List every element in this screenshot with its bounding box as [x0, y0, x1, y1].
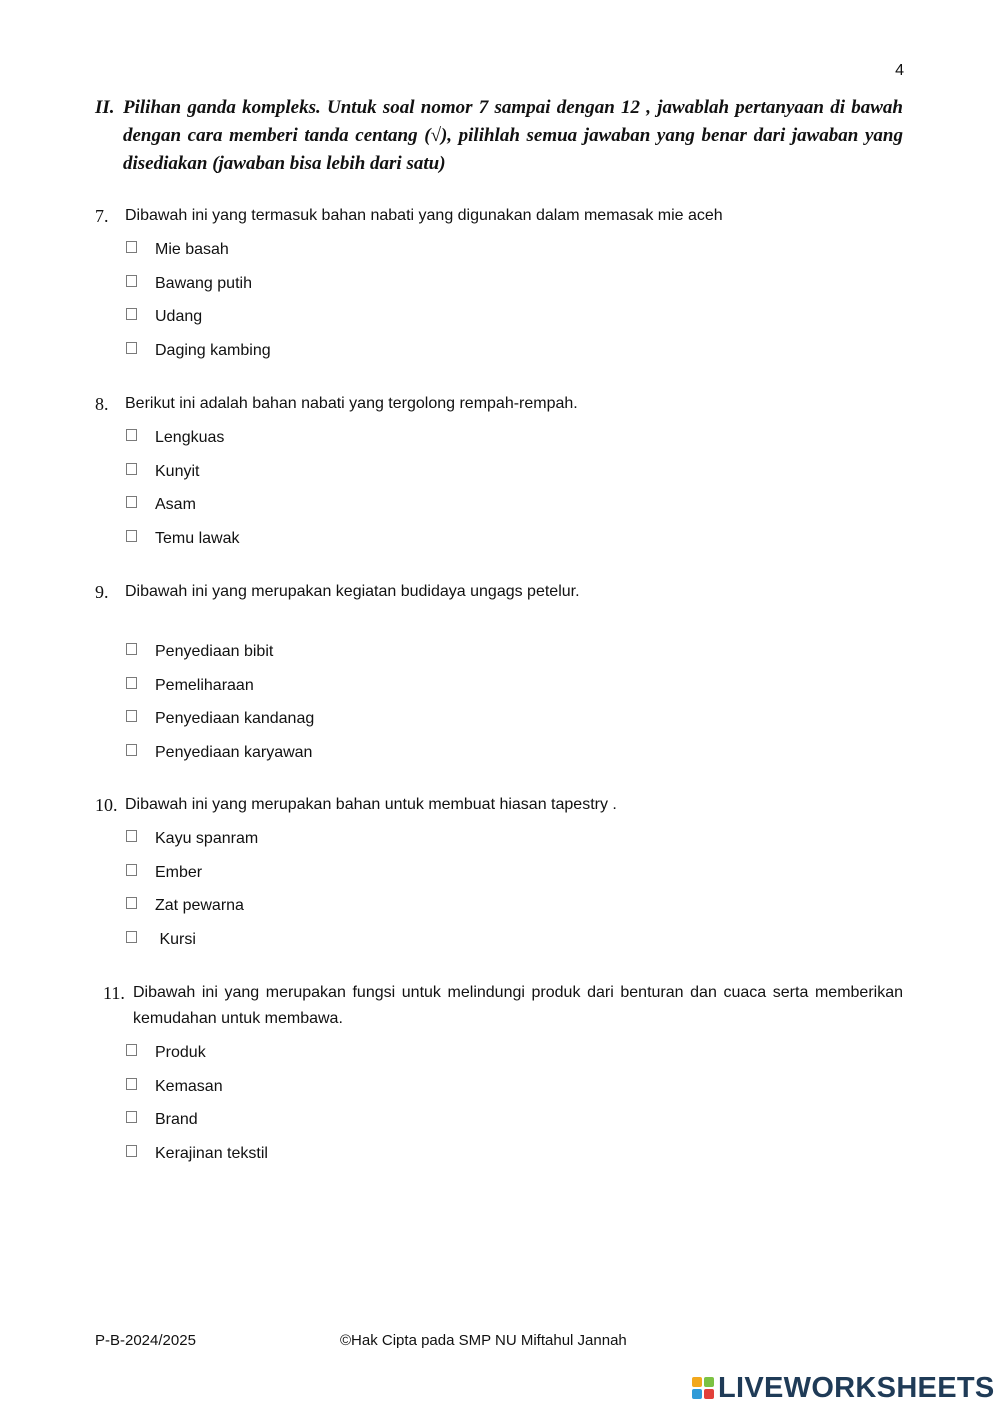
- question-number: 7.: [95, 206, 109, 226]
- option-item: [95, 1037, 903, 1071]
- checkbox[interactable]: [126, 710, 137, 722]
- option-label: Ember: [155, 863, 203, 881]
- checkbox[interactable]: [126, 530, 137, 542]
- option-label: Asam: [155, 496, 196, 514]
- option-label: Penyediaan kandanag: [155, 710, 315, 728]
- checkbox[interactable]: [126, 744, 137, 756]
- question-number: 11.: [103, 983, 125, 1003]
- checkbox[interactable]: [126, 429, 137, 441]
- checkbox[interactable]: [126, 308, 137, 320]
- checkbox[interactable]: [126, 677, 137, 689]
- question-number: 10.: [95, 795, 118, 815]
- question-number: 8.: [95, 394, 109, 414]
- question-9: [95, 579, 903, 771]
- option-label: Kayu spanram: [155, 830, 259, 847]
- option-item: [95, 1071, 903, 1105]
- option-label: Kursi: [155, 931, 196, 949]
- option-label: Kemasan: [155, 1077, 223, 1095]
- question-number: 9.: [95, 582, 109, 602]
- liveworksheets-brand[interactable]: [692, 1371, 995, 1405]
- liveworksheets-logo-icon: [692, 1377, 714, 1399]
- option-item: [95, 1138, 903, 1172]
- checkbox[interactable]: [126, 897, 137, 909]
- option-item: [95, 335, 903, 369]
- logo-square: [704, 1389, 714, 1399]
- option-label: Daging kambing: [155, 342, 271, 360]
- checkbox[interactable]: [126, 1078, 137, 1090]
- footer-copyright: ©Hak Cipta pada SMP NU Miftahul Jannah: [340, 1332, 627, 1349]
- option-label: Penyediaan karyawan: [155, 744, 313, 762]
- option-item: [95, 737, 903, 771]
- checkbox[interactable]: [126, 830, 137, 842]
- option-item: [95, 857, 903, 891]
- logo-square: [692, 1377, 702, 1387]
- option-item: [95, 636, 903, 670]
- option-label: Kunyit: [155, 462, 200, 480]
- option-item: [95, 924, 903, 958]
- checkbox[interactable]: [126, 463, 137, 475]
- question-text: Dibawah ini yang merupakan fungsi untuk melindungi produk dari benturan dan cuaca serta memberikan kemudahan untuk membawa.: [133, 984, 903, 1027]
- option-label: Pemeliharaan: [155, 676, 254, 694]
- section-heading: [95, 94, 903, 178]
- checkbox[interactable]: [126, 342, 137, 354]
- question-text: Dibawah ini yang termasuk bahan nabati yang digunakan dalam memasak mie aceh: [125, 207, 723, 224]
- footer-code: P-B-2024/2025: [95, 1332, 196, 1349]
- option-label: Mie basah: [155, 241, 229, 258]
- option-label: Produk: [155, 1044, 206, 1061]
- option-item: [95, 670, 903, 704]
- question-text: Dibawah ini yang merupakan bahan untuk membuat hiasan tapestry .: [125, 796, 617, 813]
- section-numeral: II.: [95, 97, 115, 118]
- option-item: [95, 268, 903, 302]
- checkbox[interactable]: [126, 864, 137, 876]
- option-label: Brand: [155, 1111, 198, 1129]
- checkbox[interactable]: [126, 931, 137, 943]
- option-label: Kerajinan tekstil: [155, 1145, 268, 1163]
- page-number: 4: [895, 62, 904, 79]
- option-item: [95, 422, 903, 456]
- option-item: [95, 823, 903, 857]
- question-10: [95, 792, 903, 958]
- option-item: [95, 1104, 903, 1138]
- question-text: Berikut ini adalah bahan nabati yang tergolong rempah-rempah.: [125, 395, 578, 412]
- option-item: [95, 890, 903, 924]
- checkbox[interactable]: [126, 1111, 137, 1123]
- logo-square: [704, 1377, 714, 1387]
- option-item: [95, 234, 903, 268]
- option-item: [95, 301, 903, 335]
- option-label: Udang: [155, 308, 203, 326]
- option-label: Temu lawak: [155, 530, 240, 548]
- option-item: [95, 523, 903, 557]
- checkbox[interactable]: [126, 1145, 137, 1157]
- option-label: Zat pewarna: [155, 897, 244, 915]
- checkbox[interactable]: [126, 241, 137, 253]
- checkbox[interactable]: [126, 496, 137, 508]
- checkbox[interactable]: [126, 275, 137, 287]
- option-label: Bawang putih: [155, 274, 252, 292]
- checkbox[interactable]: [126, 643, 137, 655]
- option-label: Penyediaan bibit: [155, 643, 274, 660]
- question-8: [95, 391, 903, 557]
- option-item: [95, 703, 903, 737]
- question-text: Dibawah ini yang merupakan kegiatan budidaya ungags petelur.: [125, 583, 580, 600]
- logo-square: [692, 1389, 702, 1399]
- checkbox[interactable]: [126, 1044, 137, 1056]
- question-7: [95, 203, 903, 369]
- option-item: [95, 489, 903, 523]
- option-label: Lengkuas: [155, 429, 225, 446]
- question-11: [95, 980, 903, 1172]
- brand-name: LIVEWORKSHEETS: [718, 1371, 995, 1404]
- option-item: [95, 456, 903, 490]
- section-instructions: Pilihan ganda kompleks. Untuk soal nomor 7 sampai dengan 12 , jawablah pertanyaan di bawah dengan cara memberi tanda centang (√), pilihlah semua jawaban yang benar dari jawaban yang disediakan (jawaban bisa lebih dari satu): [123, 97, 903, 174]
